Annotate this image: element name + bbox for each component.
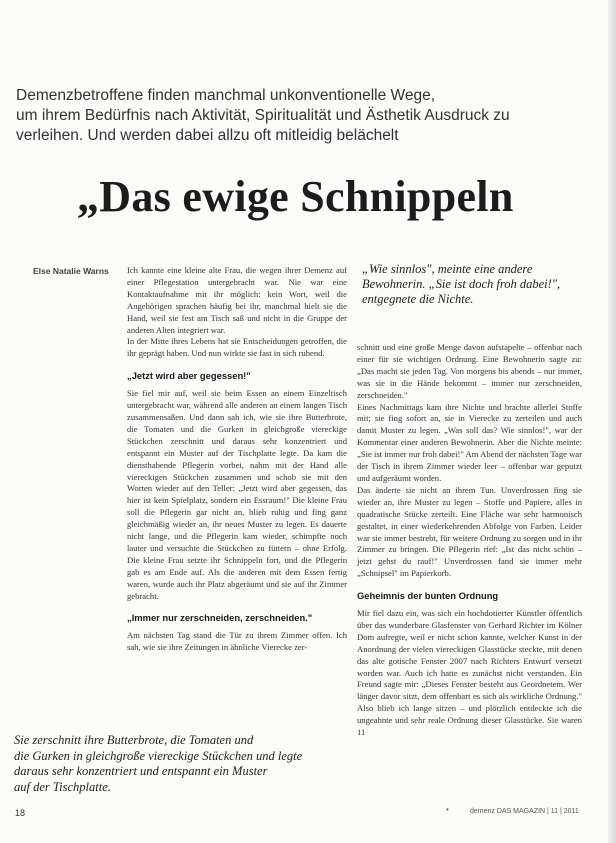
lead-line: Demenzbetroffene finden manchmal unkonventionelle Wege, xyxy=(16,87,436,104)
lead-line: verleihen. Und werden dabei allzu oft mitleidig belächelt xyxy=(16,127,399,144)
quote-line: „Wie sinnlos", meinte eine andere xyxy=(362,262,533,276)
paragraph: Am nächsten Tag stand die Tür zu ihrem Zimmer offen. Ich sah, wie sie ihre Zeitungen in ähnliche Vierecke zer- xyxy=(127,630,347,653)
lead-line: um ihrem Bedürfnis nach Aktivität, Spiritualität und Ästhetik Ausdruck zu xyxy=(16,107,510,124)
paragraph: Mir fiel dazu ein, was sich ein hochdotierter Künstler öffentlich über das wunderbare Glasfenster von Gerhard Richter im Kölner Dom aufregte, weil er nicht schon kannte, welcher Kunst in der Anordnung der vielen viereckigen Glasstücke steckte, mit denen das alte gotische Fenster 2007 nach Richters Entwurf versetzt worden war. Auch ich hatte es zunächst nicht verstanden. Ein Freund sagte mir: „Dieses Fenster besteht aus Geordnetem. Wer länger davor sitzt, dem offenbart es sich als wirkliche Ordnung." Also blieb ich lange sitzen – und plötzlich entdeckte ich die ungeahnte und sehr reale Ordnung dieser Glasstücke. Sie waren 11 xyxy=(357,608,582,738)
footer-bullet: • xyxy=(446,805,449,814)
text-column-right xyxy=(357,342,582,739)
subheading: „Immer nur zerschneiden, zerschneiden." xyxy=(127,612,313,624)
author-name: Else Natalie Warns xyxy=(33,266,109,276)
paragraph: In der Mitte ihres Lebens hat sie Entscheidungen getroffen, die ihr geprägt haben. Und nun wirkte sie fast in sich ruhend. xyxy=(127,336,347,359)
quote-line: die Gurken in gleichgroße viereckige Stückchen und legte xyxy=(14,748,303,763)
paragraph: Eines Nachmittags kam ihre Nichte und brachte allerlei Stoffe mit; sie fing sofort an, sie in Vierecke zu zerteilen und auch damit Muster zu legen. „Was soll das? Wie sinnlos!", war der Kommentar einer anderen Bewohnerin. Aber die Nichte meinte: „Sie ist immer nur froh dabei!" Am Abend der nächsten Tage war der Tisch in ihrem Zimmer wieder leer – offenbar war geputzt und aufgeräumt worden. xyxy=(357,401,582,483)
pull-quote-top xyxy=(362,262,597,307)
article-title: „Das ewige Schnippeln xyxy=(77,172,514,221)
quote-line: Bewohnerin. „Sie ist doch froh dabei!", xyxy=(362,277,561,291)
magazine-footer: demenz DAS MAGAZIN | 11 | 2011 xyxy=(470,808,579,815)
text-column-left xyxy=(127,265,347,654)
quote-line: auf der Tischplatte. xyxy=(14,779,111,794)
paragraph: schnitt und eine große Menge davon aufstapelte – offenbar nach einer für sie wichtigen Ordnung. Eine Bewohnerin sagte zu: „Das macht sie jeden Tag. Von morgens bis abends – nur immer, was sie in die Hände bekommt – immer nur zerschneiden, zerschneiden." xyxy=(357,342,582,400)
paragraph: Ich kannte eine kleine alte Frau, die wegen ihrer Demenz auf einer Pflegestation untergebracht war. Nie war eine Kontaktaufnahme mit ihr möglich: kein Wort, weil die Angehörigen sprachen häufig bei ihr, manchmal hielt sie die Hand, weil sie fest am Tisch saß und nicht in die Gruppe der anderen Alten integriert war. xyxy=(127,265,347,335)
page-number: 18 xyxy=(15,808,26,818)
subheading: „Jetzt wird aber gegessen!" xyxy=(127,370,251,382)
quote-line: entgegnete die Nichte. xyxy=(362,292,474,306)
pull-quote-bottom xyxy=(14,733,354,795)
quote-line: Sie zerschnitt ihre Butterbrote, die Tomaten und xyxy=(14,733,254,747)
subheading: Geheimnis der bunten Ordnung xyxy=(357,590,499,602)
paragraph: Sie fiel mir auf, weil sie beim Essen an einem Einzeltisch untergebracht war, während alle anderen an einem langen Tisch zusammensaßen. Und dann sah ich, wie sie ihre Butterbrote, die Tomaten und die Gurken in gleichgroße viereckige Stückchen zerschnitt und daraus sehr konzentriert und entspannt ein Muster auf der Tischplatte legte. Da kam die diensthabende Pflegerin vorbei, nahm mit der Hand alle viereckigen Stückchen zusammen und schob sie mit den Worten wieder auf den Teller: „Jetzt wird aber gegessen, das hier ist kein Spielplatz, sondern ein Essraum!" Die kleine Frau soll die Pflegerin gar nicht an, blieb ruhig und fing ganz gleichmäßig wieder an, ihr neues Muster zu legen. Es dauerte nicht lange, und die Pflegerin kam wieder, schimpfte noch lauter und versuchte die Stückchen zu füttern – ohne Erfolg. Die kleine Frau setzte ihr Schnippeln fort, und die Pflegerin gab es am Ende auf. Als die anderen mit dem Essen fertig waren, wurde auch ihr Platz abgeräumt und sie auf ihr Zimmer gebracht. xyxy=(127,388,347,601)
paragraph: Das änderte sie nicht an ihrem Tun. Unverdrossen fing sie wieder an, ihre Muster zu legen – Stoffe und Papiere, alles in quadratische Stücke zerteilt. Eine Fläche war sehr harmonisch gestaltet, in einer wiederkehrenden Abfolge von Farben. Leider war sie immer bestrebt, für weitere Ordnung zu sorgen und in ihr Zimmer zu bringen. Die Pflegerin rief: „Ist das nicht schön – jetzt gehst du rauf!" Unverdrossen fand sie immer mehr „Schnipsel" im Papierkorb. xyxy=(357,484,582,579)
article-lead xyxy=(16,86,556,146)
page-edge-shadow xyxy=(608,0,616,843)
quote-line: daraus sehr konzentriert und entspannt ein Muster xyxy=(14,764,268,778)
